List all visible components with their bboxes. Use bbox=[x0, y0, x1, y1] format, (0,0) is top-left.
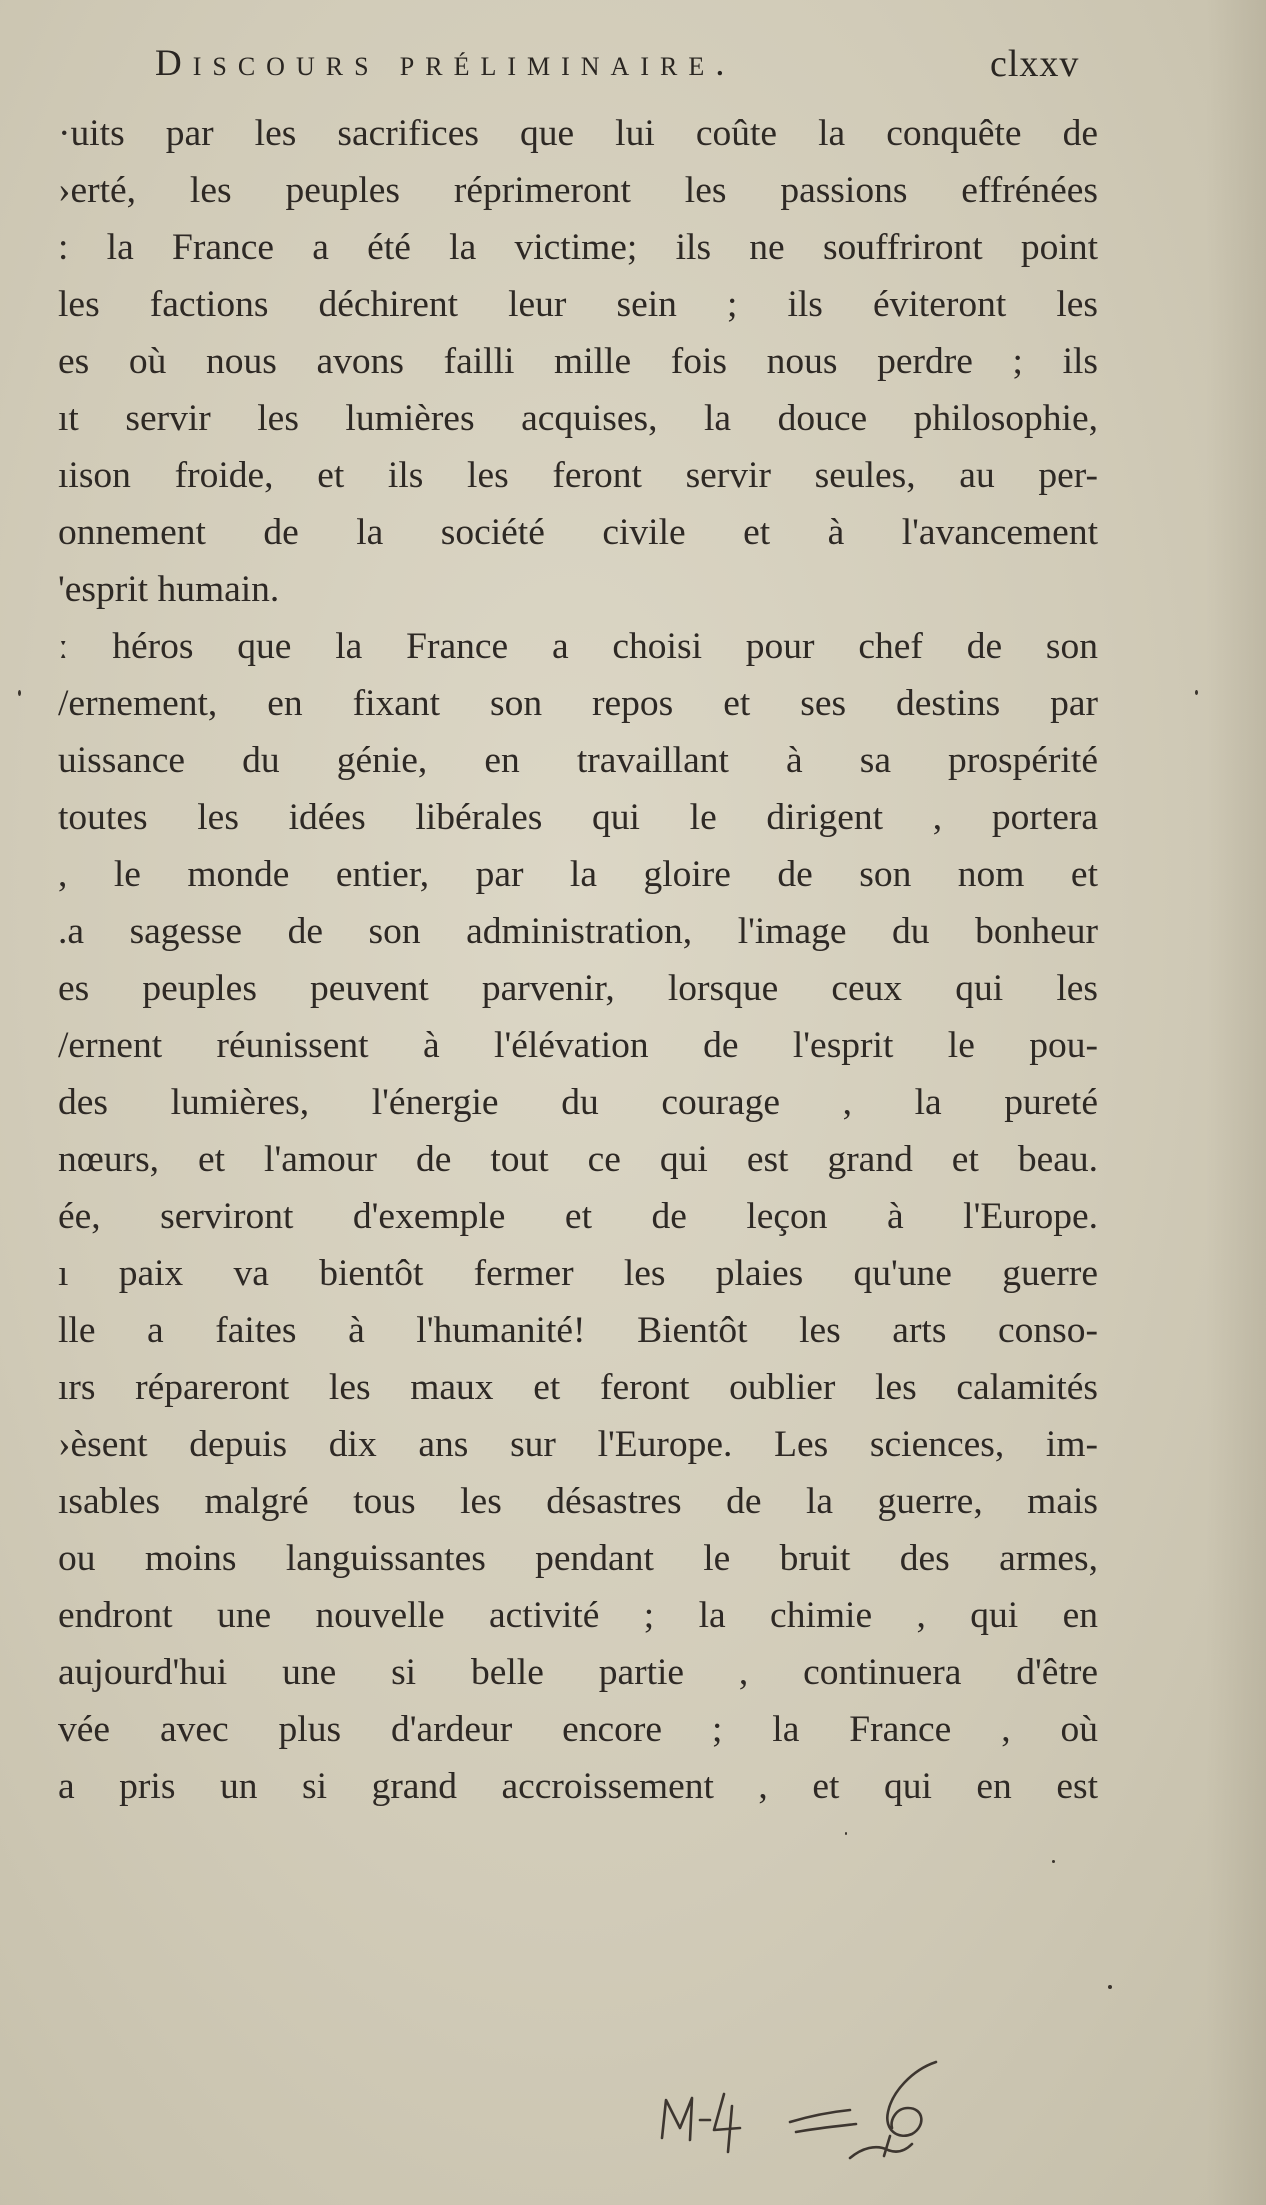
paper-speck bbox=[845, 1832, 847, 1835]
page-number: clxxv bbox=[990, 43, 1080, 85]
text-line: ·uits par les sacrifices que lui coûte la conquête de bbox=[58, 113, 1098, 154]
running-head bbox=[0, 42, 1266, 92]
text-line: : la France a été la victime; ils ne souffriront point bbox=[58, 227, 1098, 268]
text-line: aujourd'hui une si belle partie , continuera d'être bbox=[58, 1652, 1098, 1693]
paper-speck bbox=[1195, 690, 1198, 695]
text-line: des lumières, l'énergie du courage , la pureté bbox=[58, 1082, 1098, 1123]
handwritten-shelf-mark bbox=[640, 2040, 970, 2170]
paper-speck bbox=[1108, 1985, 1112, 1989]
text-line: ›èsent depuis dix ans sur l'Europe. Les sciences, im- bbox=[58, 1424, 1098, 1465]
text-line: onnement de la société civile et à l'avancement bbox=[58, 512, 1098, 553]
paper-speck bbox=[1052, 1860, 1055, 1863]
text-line: ısables malgré tous les désastres de la guerre, mais bbox=[58, 1481, 1098, 1522]
text-line: lle a faites à l'humanité! Bientôt les arts conso- bbox=[58, 1310, 1098, 1351]
text-line: ›erté, les peuples réprimeront les passions effrénées bbox=[58, 170, 1098, 211]
text-line: ı paix va bientôt fermer les plaies qu'une guerre bbox=[58, 1253, 1098, 1294]
text-line: uissance du génie, en travaillant à sa prospérité bbox=[58, 740, 1098, 781]
text-line: .a sagesse de son administration, l'image du bonheur bbox=[58, 911, 1098, 952]
text-line: les factions déchirent leur sein ; ils éviteront les bbox=[58, 284, 1098, 325]
text-line: toutes les idées libérales qui le dirigent , portera bbox=[58, 797, 1098, 838]
text-line: es où nous avons failli mille fois nous perdre ; ils bbox=[58, 341, 1098, 382]
text-line: vée avec plus d'ardeur encore ; la France , où bbox=[58, 1709, 1098, 1750]
text-line: 'esprit humain. bbox=[58, 569, 280, 610]
text-line: ırs répareront les maux et feront oublier les calamités bbox=[58, 1367, 1098, 1408]
text-line: /ernement, en fixant son repos et ses destins par bbox=[58, 683, 1098, 724]
text-line: ıison froide, et ils les feront servir seules, au per- bbox=[58, 455, 1098, 496]
text-line: a pris un si grand accroissement , et qui en est bbox=[58, 1766, 1098, 1807]
text-line: es peuples peuvent parvenir, lorsque ceux qui les bbox=[58, 968, 1098, 1009]
text-line: ou moins languissantes pendant le bruit des armes, bbox=[58, 1538, 1098, 1579]
text-line: ıt servir les lumières acquises, la douce philosophie, bbox=[58, 398, 1098, 439]
text-line: ée, serviront d'exemple et de leçon à l'Europe. bbox=[58, 1196, 1098, 1237]
text-line: ː héros que la France a choisi pour chef de son bbox=[58, 626, 1098, 667]
text-line: endront une nouvelle activité ; la chimie , qui en bbox=[58, 1595, 1098, 1636]
text-line: , le monde entier, par la gloire de son nom et bbox=[58, 854, 1098, 895]
page-edge-shadow bbox=[1206, 0, 1266, 2205]
paper-speck bbox=[18, 690, 21, 696]
text-line: nœurs, et l'amour de tout ce qui est grand et beau. bbox=[58, 1139, 1098, 1180]
text-line: /ernent réunissent à l'élévation de l'esprit le pou- bbox=[58, 1025, 1098, 1066]
running-title: Discours préliminaire. bbox=[155, 43, 736, 84]
